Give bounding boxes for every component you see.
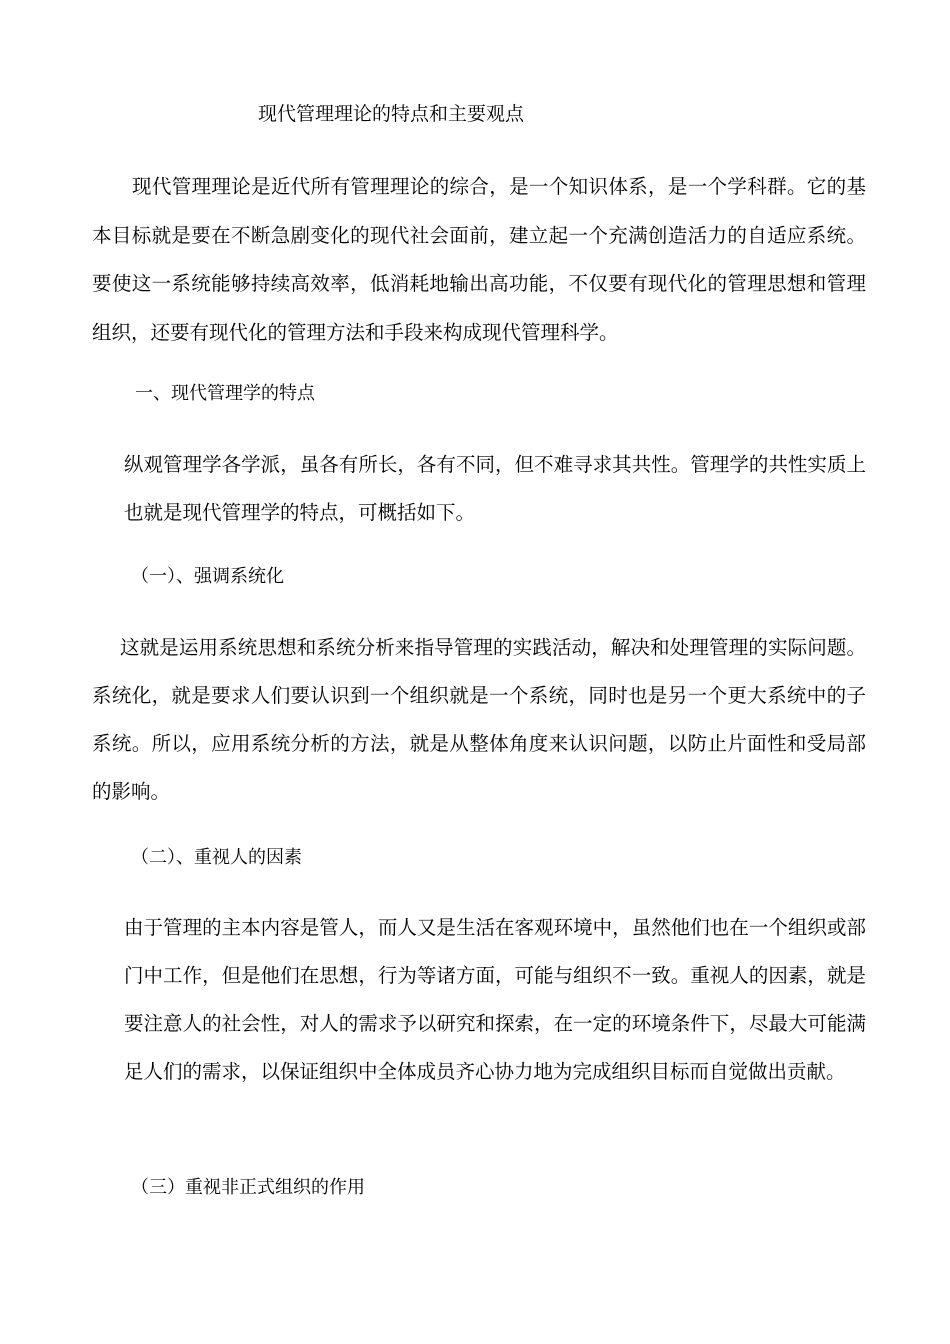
document-title: 现代管理理论的特点和主要观点 xyxy=(258,103,525,125)
subsection-paragraph-human-factors: 由于管理的主本内容是管人，而人又是生活在客观环境中，虽然他们也在一个组织或部门中工作，但是他们在思想，行为等诸方面，可能与组织不一致。重视人的因素，就是要注意人的社会性，对人的需求予以研究和探索，在一定的环境条件下，尽最大可能满足人们的需求，以保证组织中全体成员齐心协力地为完成组织目标而自觉做出贡献。 xyxy=(124,916,866,1083)
subsection-heading-informal-organization: （三）重视非正式组织的作用 xyxy=(131,1177,365,1198)
subsection-paragraph-systematization: 这就是运用系统思想和系统分析来指导管理的实践活动，解决和处理管理的实际问题。系统化，就是要求人们要认识到一个组织就是一个系统，同时也是另一个更大系统中的子系统。所以，应用系统分析的方法，就是从整体角度来认识问题，以防止片面性和受局部的影响。 xyxy=(92,636,866,803)
section-heading-features: 一、现代管理学的特点 xyxy=(135,383,315,404)
subsection-heading-human-factors: （二）、重视人的因素 xyxy=(131,847,302,868)
intro-paragraph: 现代管理理论是近代所有管理理论的综合，是一个知识体系，是一个学科群。它的基本目标就是要在不断急剧变化的现代社会面前，建立起一个充满创造活力的自适应系统。要使这一系统能够持续高效率，低消耗地输出高功能，不仅要有现代化的管理思想和管理组织，还要有现代化的管理方法和手段来构成现代管理科学。 xyxy=(92,175,866,344)
section-paragraph-features: 纵观管理学各学派，虽各有所长，各有不同，但不难寻求其共性。管理学的共性实质上也就是现代管理学的特点，可概括如下。 xyxy=(124,453,866,524)
subsection-heading-systematization: （一）、强调系统化 xyxy=(131,566,284,587)
